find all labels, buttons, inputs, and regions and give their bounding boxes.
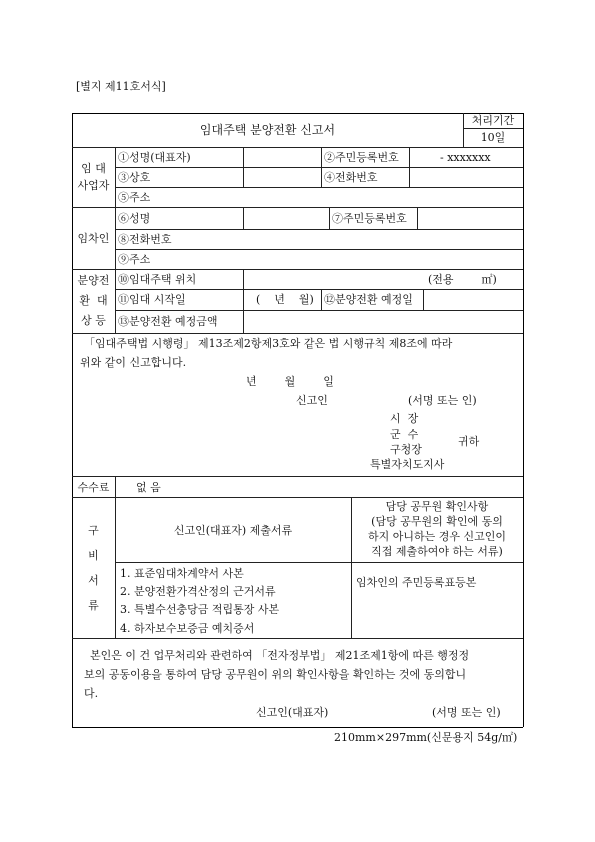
tenant-rrn-field[interactable] [418, 208, 522, 228]
tenant-name-label: ⑥성명 [118, 212, 151, 225]
check-header-line3: 하지 아니하는 경우 신고인이 [367, 530, 506, 543]
lessor-name-field[interactable] [244, 148, 320, 166]
lessor-rrn-label: ②주민등록번호 [324, 151, 399, 164]
lessor-section-label-1: 임 대 [81, 162, 106, 175]
recipient-honorific: 귀하 [458, 435, 480, 448]
lessor-rrn-field[interactable]: - xxxxxxx [440, 151, 491, 164]
recipient-county-head: 군 수 [390, 428, 419, 441]
form-number-label: [별지 제11호서식] [76, 80, 166, 93]
consent-sign-label: (서명 또는 인) [432, 706, 501, 719]
declaration-text-line2: 위와 같이 신고합니다. [80, 356, 187, 369]
table-bottom-border [72, 727, 523, 728]
processing-period-label: 처리기간 [471, 114, 515, 127]
consent-line1: 본인은 이 건 업무처리와 관련하여 「전자정부법」 제21조제1항에 따른 행정정 [90, 649, 470, 662]
conversion-section-label-2: 환 대 [79, 294, 108, 307]
consent-line3: 다. [84, 687, 99, 700]
tenant-address-label: ⑨주소 [118, 253, 151, 266]
recipient-mayor: 시 장 [390, 412, 419, 425]
check-header-line2: (담당 공무원의 확인에 동의 [371, 515, 503, 528]
lessor-trade-name-label: ③상호 [118, 171, 151, 184]
form-title: 임대주택 분양전환 신고서 [199, 123, 336, 137]
lease-start-field[interactable]: ( 년 월) [256, 293, 314, 306]
planned-price-label: ⑬분양전환 예정금액 [118, 315, 218, 328]
lessor-phone-label: ④전화번호 [324, 171, 378, 184]
consent-line2: 보의 공동이용을 통하여 담당 공무원이 위의 확인사항을 확인하는 것에 동의합니 [84, 668, 467, 681]
check-header-line1: 담당 공무원 확인사항 [385, 500, 489, 513]
submit-documents-header: 신고인(대표자) 제출서류 [173, 524, 293, 537]
declaration-text-line1: 「임대주택법 시행령」 제13조제2항제3호와 같은 법 시행규칙 제8조에 따라 [84, 337, 453, 350]
tenant-phone-label: ⑧전화번호 [118, 233, 172, 246]
table-left-border [72, 113, 73, 727]
housing-location-label: ⑩임대주택 위치 [118, 273, 197, 286]
lessor-address-label: ⑤주소 [118, 191, 151, 204]
conversion-section-label-1: 분양전 [77, 274, 110, 287]
list-item: 4. 하자보수보증금 예치증서 [120, 622, 255, 635]
list-item: 1. 표준임대차계약서 사본 [120, 567, 244, 580]
table-top-border [72, 113, 523, 114]
list-item: 3. 특별수선충당금 적립통장 사본 [120, 603, 280, 616]
tenant-address-field[interactable] [244, 250, 522, 268]
lease-start-label: ⑪임대 시작일 [118, 293, 186, 306]
tenant-section-label: 임차인 [77, 232, 110, 245]
table-right-border [523, 113, 524, 727]
exclusive-area-label: (전용 ㎡) [428, 273, 497, 286]
documents-section-char-4: 류 [88, 599, 99, 612]
tenant-name-field[interactable] [244, 208, 328, 228]
check-item: 임차인의 주민등록표등본 [356, 576, 477, 589]
conversion-section-label-3: 상 등 [81, 314, 106, 327]
declarant-sign-label: (서명 또는 인) [408, 394, 477, 407]
planned-date-label: ⑫분양전환 예정일 [324, 293, 413, 306]
recipient-district-head: 구청장 [390, 443, 422, 456]
fee-value: 없 음 [136, 481, 161, 494]
fee-label: 수수료 [77, 481, 110, 494]
lessor-address-field[interactable] [244, 188, 522, 206]
list-item: 2. 분양전환가격산정의 근거서류 [120, 585, 276, 598]
check-header-line4: 직접 제출하여야 하는 서류) [371, 545, 503, 558]
declarant-label: 신고인 [296, 394, 328, 407]
lessor-trade-name-field[interactable] [244, 168, 320, 186]
paper-size-note: 210mm×297mm(신문용지 54g/㎡) [334, 731, 518, 744]
housing-location-field[interactable] [244, 270, 414, 288]
tenant-rrn-label: ⑦주민등록번호 [332, 212, 407, 225]
lessor-section-label-2: 사업자 [77, 179, 110, 192]
documents-section-char-2: 비 [88, 549, 99, 562]
consent-signer-label: 신고인(대표자) [256, 706, 329, 719]
processing-period-value: 10일 [480, 131, 506, 144]
documents-section-char-1: 구 [88, 524, 99, 537]
lessor-name-label: ①성명(대표자) [118, 151, 191, 164]
planned-date-field[interactable] [424, 290, 522, 309]
planned-price-field[interactable] [244, 311, 522, 332]
declaration-date: 년 월 일 [246, 375, 334, 388]
documents-section-char-3: 서 [88, 574, 99, 587]
lessor-phone-field[interactable] [410, 168, 522, 186]
recipient-governor: 특별자치도지사 [370, 458, 445, 471]
tenant-phone-field[interactable] [244, 230, 522, 248]
